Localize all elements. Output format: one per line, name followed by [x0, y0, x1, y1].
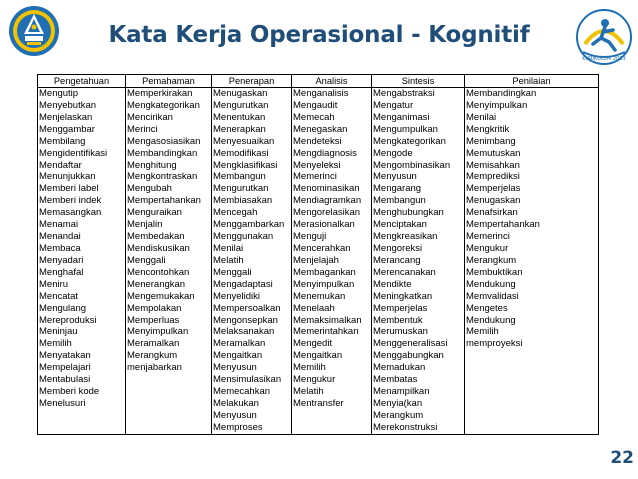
verb-item: Menominasikan	[293, 183, 360, 195]
verb-item: Memecah	[293, 111, 335, 123]
verb-item: Menyimpulkan	[466, 99, 528, 111]
verb-item: Mengidentifikasi	[39, 147, 108, 159]
verb-item: Mempersoalkan	[213, 302, 281, 314]
verb-item: Memilih	[466, 326, 499, 338]
verb-item: menjabarkan	[127, 362, 182, 374]
verb-item: Mendukung	[466, 314, 516, 326]
verb-item: Menandai	[39, 231, 81, 243]
column-cell	[126, 88, 212, 435]
verb-item: Membaca	[39, 242, 81, 254]
verb-item: Mencontohkan	[127, 266, 190, 278]
verb-item: Menggali	[213, 266, 252, 278]
verb-item: Menimbang	[466, 135, 516, 147]
verb-item: Mengemukakan	[127, 290, 195, 302]
verb-item: Mempertahankan	[466, 219, 540, 231]
verb-item: Memberi label	[39, 183, 99, 195]
column-cell	[292, 88, 372, 435]
verb-item: Memprediksi	[466, 171, 520, 183]
logo-caption: KURIKULUM 2013	[582, 56, 626, 62]
verb-item: Menegaskan	[293, 123, 348, 135]
verb-item: Menggambarkan	[213, 219, 285, 231]
verb-item: Membilang	[39, 135, 86, 147]
verb-item: Memerinci	[466, 231, 510, 243]
verb-item: memproyeksi	[466, 338, 523, 350]
column-header: Pengetahuan	[38, 75, 126, 88]
verb-item: Mengkreasikan	[373, 231, 438, 243]
verb-item: Membuktikan	[466, 266, 523, 278]
verb-item: Memasangkan	[39, 207, 102, 219]
verb-item: Menghitung	[127, 159, 177, 171]
verb-item: Mengabstraksi	[373, 88, 435, 99]
verb-item: Menggabungkan	[373, 350, 444, 362]
verb-item: Mencerahkan	[293, 242, 351, 254]
column-header: Analisis	[292, 75, 372, 88]
verb-item: Meningkatkan	[373, 290, 433, 302]
verb-item: Menyesuaikan	[213, 135, 275, 147]
verb-item: Menjalin	[127, 219, 163, 231]
verb-item: Mengdiagnosis	[293, 147, 357, 159]
verb-item: Merangkum	[373, 409, 424, 421]
verb-item: Menyatakan	[39, 350, 91, 362]
page-title: Kata Kerja Operasional - Kognitif	[108, 22, 530, 48]
verb-item: Memerinci	[293, 171, 337, 183]
verb-item: Membatas	[373, 374, 418, 386]
verb-item: Mengkategorikan	[373, 135, 446, 147]
verb-item: Mereproduksi	[39, 314, 97, 326]
verb-item: Mengklasifikasi	[213, 159, 278, 171]
verb-item: Memutuskan	[466, 147, 521, 159]
verb-item: Menunjukkan	[39, 171, 96, 183]
column-header: Sintesis	[372, 75, 465, 88]
verb-item: Mentransfer	[293, 397, 344, 409]
verb-item: Mencatat	[39, 290, 79, 302]
verb-item: Mempertahankan	[127, 195, 201, 207]
verb-item: Menjelaskan	[39, 111, 93, 123]
verb-item: Membedakan	[127, 231, 185, 243]
verb-table	[37, 74, 599, 435]
verb-item: Mengasosiasikan	[127, 135, 201, 147]
verb-item: Memperjelas	[466, 183, 521, 195]
verb-item: Melaksanakan	[213, 326, 275, 338]
verb-item: Memvalidasi	[466, 290, 519, 302]
verb-item: Mengkontraskan	[127, 171, 198, 183]
verb-item: Menguraikan	[127, 207, 182, 219]
verb-item: Mengulang	[39, 302, 87, 314]
column-cell	[38, 88, 126, 435]
verb-item: Melakukan	[213, 397, 259, 409]
verb-item: Membangun	[213, 171, 266, 183]
verb-item: Mendaftar	[39, 159, 82, 171]
verb-item: Menyusun	[373, 171, 417, 183]
verb-item: Menyimpulkan	[293, 278, 355, 290]
verb-item: Membandingkan	[127, 147, 198, 159]
verb-item: Merangkum	[466, 254, 517, 266]
verb-item: Mengoreksi	[373, 242, 423, 254]
verb-item: Menampilkan	[373, 386, 430, 398]
verb-item: Mempolakan	[127, 302, 182, 314]
column-header: Penilaian	[465, 75, 599, 88]
verb-item: Menciptakan	[373, 219, 427, 231]
column-header: Pemahaman	[126, 75, 212, 88]
verb-item: Meniru	[39, 278, 69, 290]
verb-item: Merumuskan	[373, 326, 428, 338]
verb-item: Menelaah	[293, 302, 335, 314]
verb-item: Membandingkan	[466, 88, 537, 99]
verb-item: Merinci	[127, 123, 158, 135]
verb-item: Memerintahkan	[293, 326, 359, 338]
verb-item: Menyusun	[213, 362, 257, 374]
verb-item: Memproses	[213, 421, 263, 433]
verb-item: Menguji	[293, 231, 327, 243]
verb-item: Menggali	[127, 254, 166, 266]
verb-item: Mengarang	[373, 183, 422, 195]
verb-item: Mempelajari	[39, 362, 91, 374]
verb-item: Menyadari	[39, 254, 84, 266]
verb-item: Mendiskusikan	[127, 242, 190, 254]
verb-item: Mengkategorikan	[127, 99, 200, 111]
verb-item: Mengedit	[293, 338, 333, 350]
verb-item: Mengadaptasi	[213, 278, 273, 290]
verb-item: Memecahkan	[213, 386, 271, 398]
verb-item: Mengumpulkan	[373, 123, 438, 135]
verb-item: Memaksimalkan	[293, 314, 362, 326]
verb-item: Mencirikan	[127, 111, 173, 123]
verb-item: Memilih	[39, 338, 72, 350]
verb-item: Menemukan	[293, 290, 346, 302]
verb-item: Mendikte	[373, 278, 412, 290]
verb-item: Memilih	[293, 362, 326, 374]
verb-item: Mengaitkan	[213, 350, 263, 362]
table-header-row	[38, 75, 599, 88]
column-header: Penerapan	[212, 75, 292, 88]
verb-item: Menafsirkan	[466, 207, 518, 219]
verb-item: Merancang	[373, 254, 421, 266]
verb-item: Melatih	[293, 386, 324, 398]
verb-item: Melatih	[213, 254, 244, 266]
verb-item: Mengombinasikan	[373, 159, 451, 171]
verb-item: Menyebutkan	[39, 99, 97, 111]
verb-item: Mengkritik	[466, 123, 510, 135]
verb-item: Mengukur	[293, 374, 336, 386]
verb-item: Merangkum	[127, 350, 178, 362]
verb-item: Menugaskan	[466, 195, 521, 207]
verb-item: Memberi kode	[39, 386, 100, 398]
verb-item: Menghubungkan	[373, 207, 444, 219]
verb-item: Mentabulasi	[39, 374, 91, 386]
verb-item: Menentukan	[213, 111, 266, 123]
verb-item: Mendiagramkan	[293, 195, 362, 207]
verb-item: Menerangkan	[127, 278, 186, 290]
verb-item: Mendeteksi	[293, 135, 342, 147]
verb-item: Menyusun	[213, 409, 257, 421]
verb-item: Memberi indek	[39, 195, 102, 207]
verb-item: Meramalkan	[213, 338, 266, 350]
verb-item: Membiasakan	[213, 195, 273, 207]
verb-item: Mencegah	[213, 207, 258, 219]
verb-item: Mensimulasikan	[213, 374, 282, 386]
verb-item: Menyeleksi	[293, 159, 341, 171]
verb-item: Memperluas	[127, 314, 180, 326]
verb-item: Mengaudit	[293, 99, 338, 111]
verb-item: Merekonstruksi	[373, 421, 438, 433]
verb-item: Memperkirakan	[127, 88, 193, 99]
column-cell	[465, 88, 599, 435]
verb-item: Menggunakan	[213, 231, 274, 243]
verb-item: Mengubah	[127, 183, 172, 195]
verb-item: Menggeneralisasi	[373, 338, 448, 350]
verb-item: Menyelidiki	[213, 290, 260, 302]
page-number: 22	[610, 448, 634, 468]
verb-item: Merasionalkan	[293, 219, 355, 231]
verb-item: Menilai	[213, 242, 244, 254]
verb-item: Menilai	[466, 111, 497, 123]
verb-item: Mengurutkan	[213, 183, 269, 195]
table-body-row	[38, 88, 599, 435]
verb-item: Menggambar	[39, 123, 95, 135]
verb-item: Mengukur	[466, 242, 509, 254]
verb-item: Menganimasi	[373, 111, 430, 123]
verb-item: Memisahkan	[466, 159, 520, 171]
verb-item: Memperjelas	[373, 302, 428, 314]
verb-item: Menyimpulkan	[127, 326, 189, 338]
verb-item: Mengutip	[39, 88, 79, 99]
verb-item: Mengaitkan	[293, 350, 343, 362]
verb-item: Memadukan	[373, 362, 426, 374]
verb-item: Mengorelasikan	[293, 207, 361, 219]
verb-item: Menerapkan	[213, 123, 266, 135]
verb-item: Mendukung	[466, 278, 516, 290]
verb-item: Mengetes	[466, 302, 508, 314]
verb-item: Menjelajah	[293, 254, 339, 266]
verb-item: Mengatur	[373, 99, 414, 111]
verb-item: Meninjau	[39, 326, 78, 338]
verb-item: Merencanakan	[373, 266, 436, 278]
verb-item: Mengurutkan	[213, 99, 269, 111]
verb-item: Membentuk	[373, 314, 423, 326]
verb-item: Membagankan	[293, 266, 356, 278]
column-cell	[372, 88, 465, 435]
verb-item: Mengonsepkan	[213, 314, 278, 326]
verb-item: Menyia(kan	[373, 397, 423, 409]
verb-item: Memodifikasi	[213, 147, 269, 159]
verb-item: Menelusuri	[39, 397, 86, 409]
verb-item: Menghafal	[39, 266, 84, 278]
verb-item: Meramalkan	[127, 338, 180, 350]
verb-item: Menganalisis	[293, 88, 349, 99]
column-cell	[212, 88, 292, 435]
verb-item: Menamai	[39, 219, 79, 231]
verb-item: Menugaskan	[213, 88, 268, 99]
verb-item: Mengode	[373, 147, 413, 159]
verb-item: Membangun	[373, 195, 426, 207]
